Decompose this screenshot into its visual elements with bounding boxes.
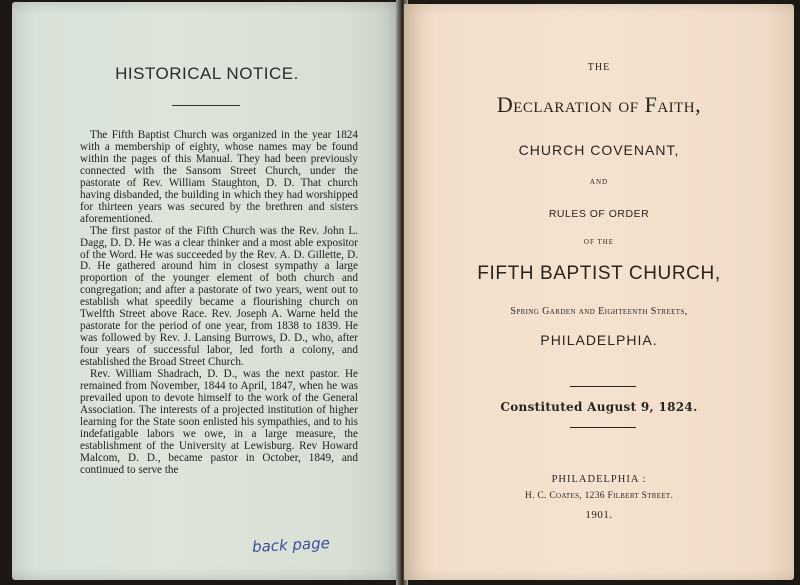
title-divider-bottom	[570, 427, 636, 428]
publisher-name: H. C. Coates, 1236 Filbert Street.	[524, 491, 674, 501]
publication-year: 1901.	[585, 509, 613, 521]
title-rules: RULES OF ORDER	[548, 208, 650, 220]
title-and: AND	[589, 178, 609, 186]
title-page	[404, 4, 794, 580]
publisher-city: PHILADELPHIA :	[551, 474, 647, 485]
notice-title: HISTORICAL NOTICE.	[115, 64, 299, 83]
notice-paragraph-3: Rev. William Shadrach, D. D., was the next pastor. He remained from November, 1844 to April, 1847, when he was prevailed upon to devote himself to the work of the General Association. The interests of a projected institution of higher learning for the State soon enlisted his sympathies, and to his indefatigable labors we owe, in a large measure, the establishment of the University at Lewisburg. Rev Howard Malcom, D. D., became pastor in October, 1849, and continued to serve the	[80, 368, 358, 476]
notice-paragraph-2: The first pastor of the Fifth Church was the Rev. John L. Dagg, D. D. He was a clear thinker and a most able expositor of the Word. He was succeeded by the Rev. A. D. Gillette, D. D. He gathered around him in closest sympathy a large proportion of the younger element of both church and congregation; and after a pastorate of two years, went out to establish what speedily became a flourishing church on Twelfth Street above Race. Rev. Joseph A. Warne held the pastorate for the period of one year, from 1838 to 1839. He was followed by Rev. J. Lansing Burrows, D. D., who, after four years of successful labor, led forth a colony, and established the Broad Street Church.	[80, 224, 358, 369]
title-streets: Spring Garden and Eighteenth Streets,	[510, 306, 688, 317]
title-the: THE	[587, 62, 611, 73]
title-constituted: Constituted August 9, 1824.	[500, 400, 698, 414]
title-of-the: OF THE	[583, 238, 615, 246]
notice-paragraph-1: The Fifth Baptist Church was organized in the year 1824 with a membership of eighty, whose names may be found within the pages of this Manual. They had been previously connected with the Sansom Street Church, under the pastorate of Rev. William Staughton, D. D. That church having disbanded, the building in which they had worshipped for thirteen years was secured by the brethren and sisters aforementioned.	[80, 129, 358, 225]
title-declaration: Declaration of Faith,	[496, 92, 702, 117]
title-covenant: CHURCH COVENANT,	[518, 142, 680, 158]
title-church-name: FIFTH BAPTIST CHURCH,	[477, 263, 721, 284]
handwritten-note: back page	[251, 533, 331, 557]
notice-body	[80, 130, 358, 477]
title-divider-top	[570, 386, 636, 387]
left-page	[12, 2, 402, 580]
title-divider	[172, 105, 240, 106]
title-city: PHILADELPHIA.	[540, 332, 658, 348]
